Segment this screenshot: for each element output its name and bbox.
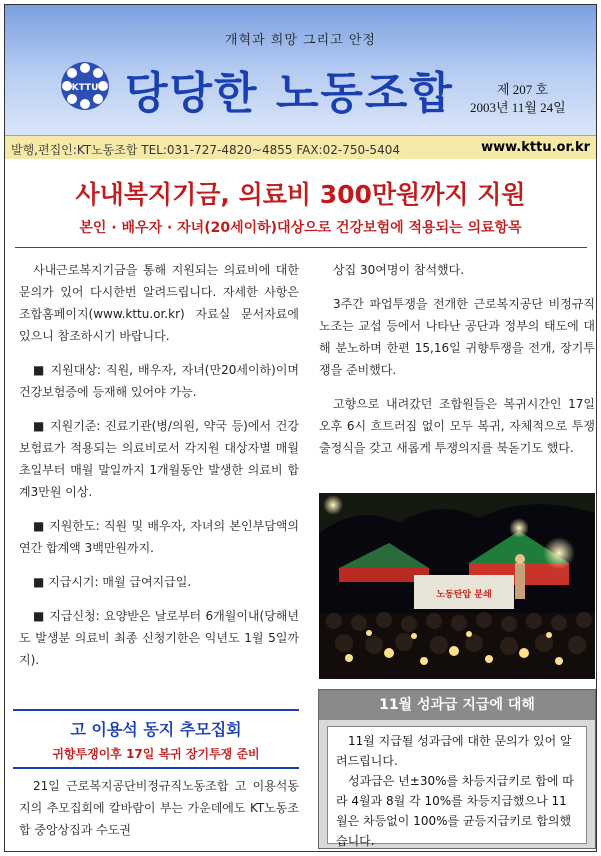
publisher-bar bbox=[5, 135, 596, 159]
headline-divider bbox=[15, 247, 587, 248]
newsletter-title: 당당한 노동조합 bbox=[125, 68, 454, 119]
article-paragraph: 고향으로 내려갔던 조합원들은 복귀시간인 17일 오후 6시 흐트러짐 없이 모두 복귀, 자체적으로 투쟁출정식을 갖고 새롭게 투쟁의지를 북돋기도 했다. bbox=[319, 397, 595, 455]
notice-paragraph: 11월 지급될 성과급에 대한 문의가 있어 알려드립니다. bbox=[336, 734, 572, 768]
tagline: 개혁과 희망 그리고 안정 bbox=[225, 33, 376, 48]
article-paragraph: 3주간 파업투쟁을 전개한 근로복지공단 비정규직노조는 교섭 등에서 나타난 공단과 정부의 태도에 대해 분노하며 한편 15,16일 귀향투쟁을 전개, 장기투쟁을 준비했다. bbox=[319, 297, 595, 377]
rally-banner-text: 노동탄압 분쇄 bbox=[436, 590, 492, 600]
memorial-article bbox=[19, 775, 299, 852]
bonus-notice-title: 11월 성과급 지급에 대해 bbox=[319, 690, 595, 720]
article-paragraph: ■ 지급신청: 요양받은 날로부터 6개월이내(당해년도 발생분 의료비 최종 신청기한은 익년도 1월 5일까지). bbox=[19, 609, 299, 667]
issue-date: 2003년 11월 24일 bbox=[470, 100, 566, 115]
article-paragraph: 사내근로복지기금을 통해 지원되는 의료비에 대한 문의가 있어 다시한번 알려드립니다. 자세한 사항은 조합홈페이지(www.kttu.or.kr) 자료실 문서자료에 있으니 참조하시기 바랍니다. bbox=[19, 263, 299, 343]
memorial-title: 고 이용석 동지 추모집회 bbox=[70, 720, 242, 739]
notice-paragraph: 성과급은 년±30%를 차등지급키로 합에 따라 4월과 8월 각 10%를 차등지급했으나 11월은 차등없이 100%를 균등지급키로 합의했습니다. bbox=[336, 774, 574, 848]
website-link[interactable]: www.kttu.or.kr bbox=[481, 140, 590, 155]
bonus-notice-box bbox=[318, 689, 596, 849]
article-paragraph: ■ 지원기준: 진료기관(병/의원, 약국 등)에서 건강보험료가 적용되는 의료비로서 각지원 대상자별 매월초일부터 매월 말일까지 1개월동안 발생한 의료비 합계3만원 이상. bbox=[19, 419, 299, 499]
newsletter-page bbox=[4, 4, 597, 852]
bonus-notice-body bbox=[327, 726, 587, 848]
article-paragraph: ■ 지원대상: 직원, 배우자, 자녀(만20세이하)이며 건강보험증에 등재해 있어야 가능. bbox=[19, 363, 299, 399]
section-divider-top bbox=[13, 709, 299, 711]
issue-number: 제 207 호 bbox=[497, 82, 549, 97]
memorial-subtitle: 귀향투쟁이후 17일 복귀 장기투쟁 준비 bbox=[52, 747, 260, 761]
logo-text: KTTU bbox=[71, 83, 99, 93]
article-paragraph: 상집 30여명이 참석했다. bbox=[333, 263, 465, 277]
article-paragraph: 21일 근로복지공단비정규직노동조합 고 이용석동지의 추모집회에 칼바람이 부는 가운데에도 KT노동조합 중앙상집과 수도권 bbox=[19, 779, 299, 837]
article-paragraph: ■ 지원한도: 직원 및 배우자, 자녀의 본인부담액의 연간 합계액 3백만원까지. bbox=[19, 519, 299, 555]
kttu-logo-icon bbox=[55, 60, 115, 112]
article-paragraph: ■ 지급시기: 매월 급여지급일. bbox=[33, 575, 192, 589]
main-headline: 사내복지기금, 의료비 300만원까지 지원 bbox=[75, 180, 526, 209]
main-subheadline: 본인 · 배우자 · 자녀(20세이하)대상으로 건강보험에 적용되는 의료항목 bbox=[79, 220, 522, 236]
rally-photo bbox=[319, 493, 595, 679]
welfare-article bbox=[19, 259, 299, 683]
memorial-article-continued bbox=[319, 259, 595, 471]
publisher-info: 발행,편집인:KT노동조합 TEL:031-727-4820~4855 FAX:02-750-5404 bbox=[11, 143, 400, 157]
masthead bbox=[5, 5, 596, 159]
section-divider-bottom bbox=[13, 767, 299, 769]
